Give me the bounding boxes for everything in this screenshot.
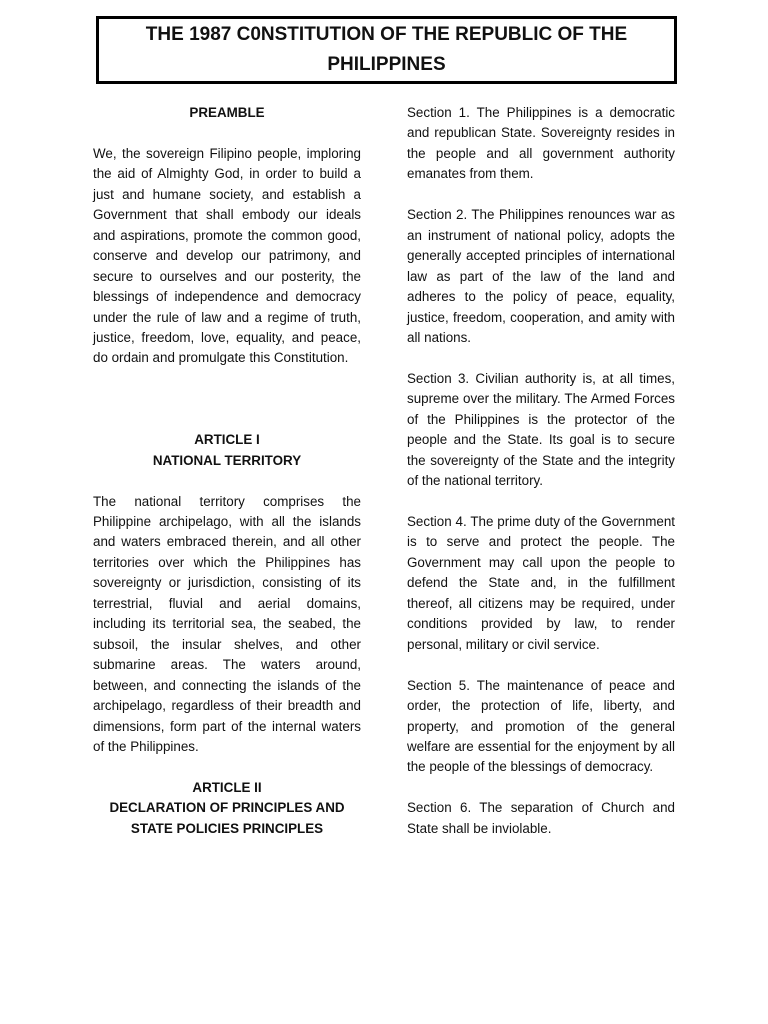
spacer [407, 348, 675, 368]
article-2-number: ARTICLE II [192, 779, 262, 795]
spacer [407, 655, 675, 675]
document-title-box [96, 16, 677, 84]
spacer [407, 778, 675, 798]
spacer [93, 757, 361, 777]
article-1-text: The national territory comprises the Philippine archipelago, with all the islands and waters embraced therein, and all other territories over which the Philippines has sovereignty or jurisdiction, consisting of its terrestrial, fluvial and aerial domains, including its territorial sea, the seabed, the subsoil, the insular shelves, and other submarine areas. The waters around, between, and connecting the islands of the archipelago, regardless of their breadth and dimensions, form part of the internal waters of the Philippines. [93, 493, 361, 754]
section-2: Section 2. The Philippines renounces war as an instrument of national policy, adopts the generally accepted principles of international law as part of the law of the land and adheres to the policy of peace, equality, justice, freedom, cooperation, and amity with all nations. [407, 207, 675, 345]
left-column [93, 103, 361, 839]
article-1-number: ARTICLE I [194, 432, 260, 448]
document-title: THE 1987 C0NSTITUTION OF THE REPUBLIC OF THE PHILIPPINES [145, 24, 628, 75]
spacer [93, 369, 361, 430]
section-4: Section 4. The prime duty of the Government is to serve and protect the people. The Government may call upon the people to defend the State and, in the fulfillment thereof, all citizens may be required, under conditions provided by law, to render personal, military or civil service. [407, 514, 675, 652]
spacer [93, 123, 361, 143]
section-5: Section 5. The maintenance of peace and order, the protection of life, liberty, and property, and promotion of the general welfare are essential for the enjoyment by all the people of the blessings of democracy. [407, 677, 675, 775]
section-1: Section 1. The Philippines is a democratic and republican State. Sovereignty resides in the people and all government authority emanates from them. [407, 105, 675, 182]
preamble-heading: PREAMBLE [189, 105, 265, 120]
spacer [93, 471, 361, 491]
article-2-title: DECLARATION OF PRINCIPLES AND STATE POLICIES PRINCIPLES [109, 800, 345, 836]
spacer [407, 185, 675, 205]
section-3: Section 3. Civilian authority is, at all times, supreme over the military. The Armed Forces of the Philippines is the protector of the people and the State. Its goal is to secure the sovereignty of the State and the integrity of the national territory. [407, 370, 675, 489]
right-column [407, 103, 675, 839]
section-6: Section 6. The separation of Church and State shall be inviolable. [407, 800, 675, 836]
preamble-text: We, the sovereign Filipino people, imploring the aid of Almighty God, in order to build a just and humane society, and establish a Government that shall embody our ideals and aspirations, promote the common good, conserve and develop our patrimony, and secure to ourselves and our posterity, the blessings of independence and democracy under the rule of law and a regime of truth, justice, freedom, love, equality, and peace, do ordain and promulgate this Constitution. [93, 145, 361, 366]
spacer [407, 492, 675, 512]
article-1-title: NATIONAL TERRITORY [152, 452, 302, 468]
